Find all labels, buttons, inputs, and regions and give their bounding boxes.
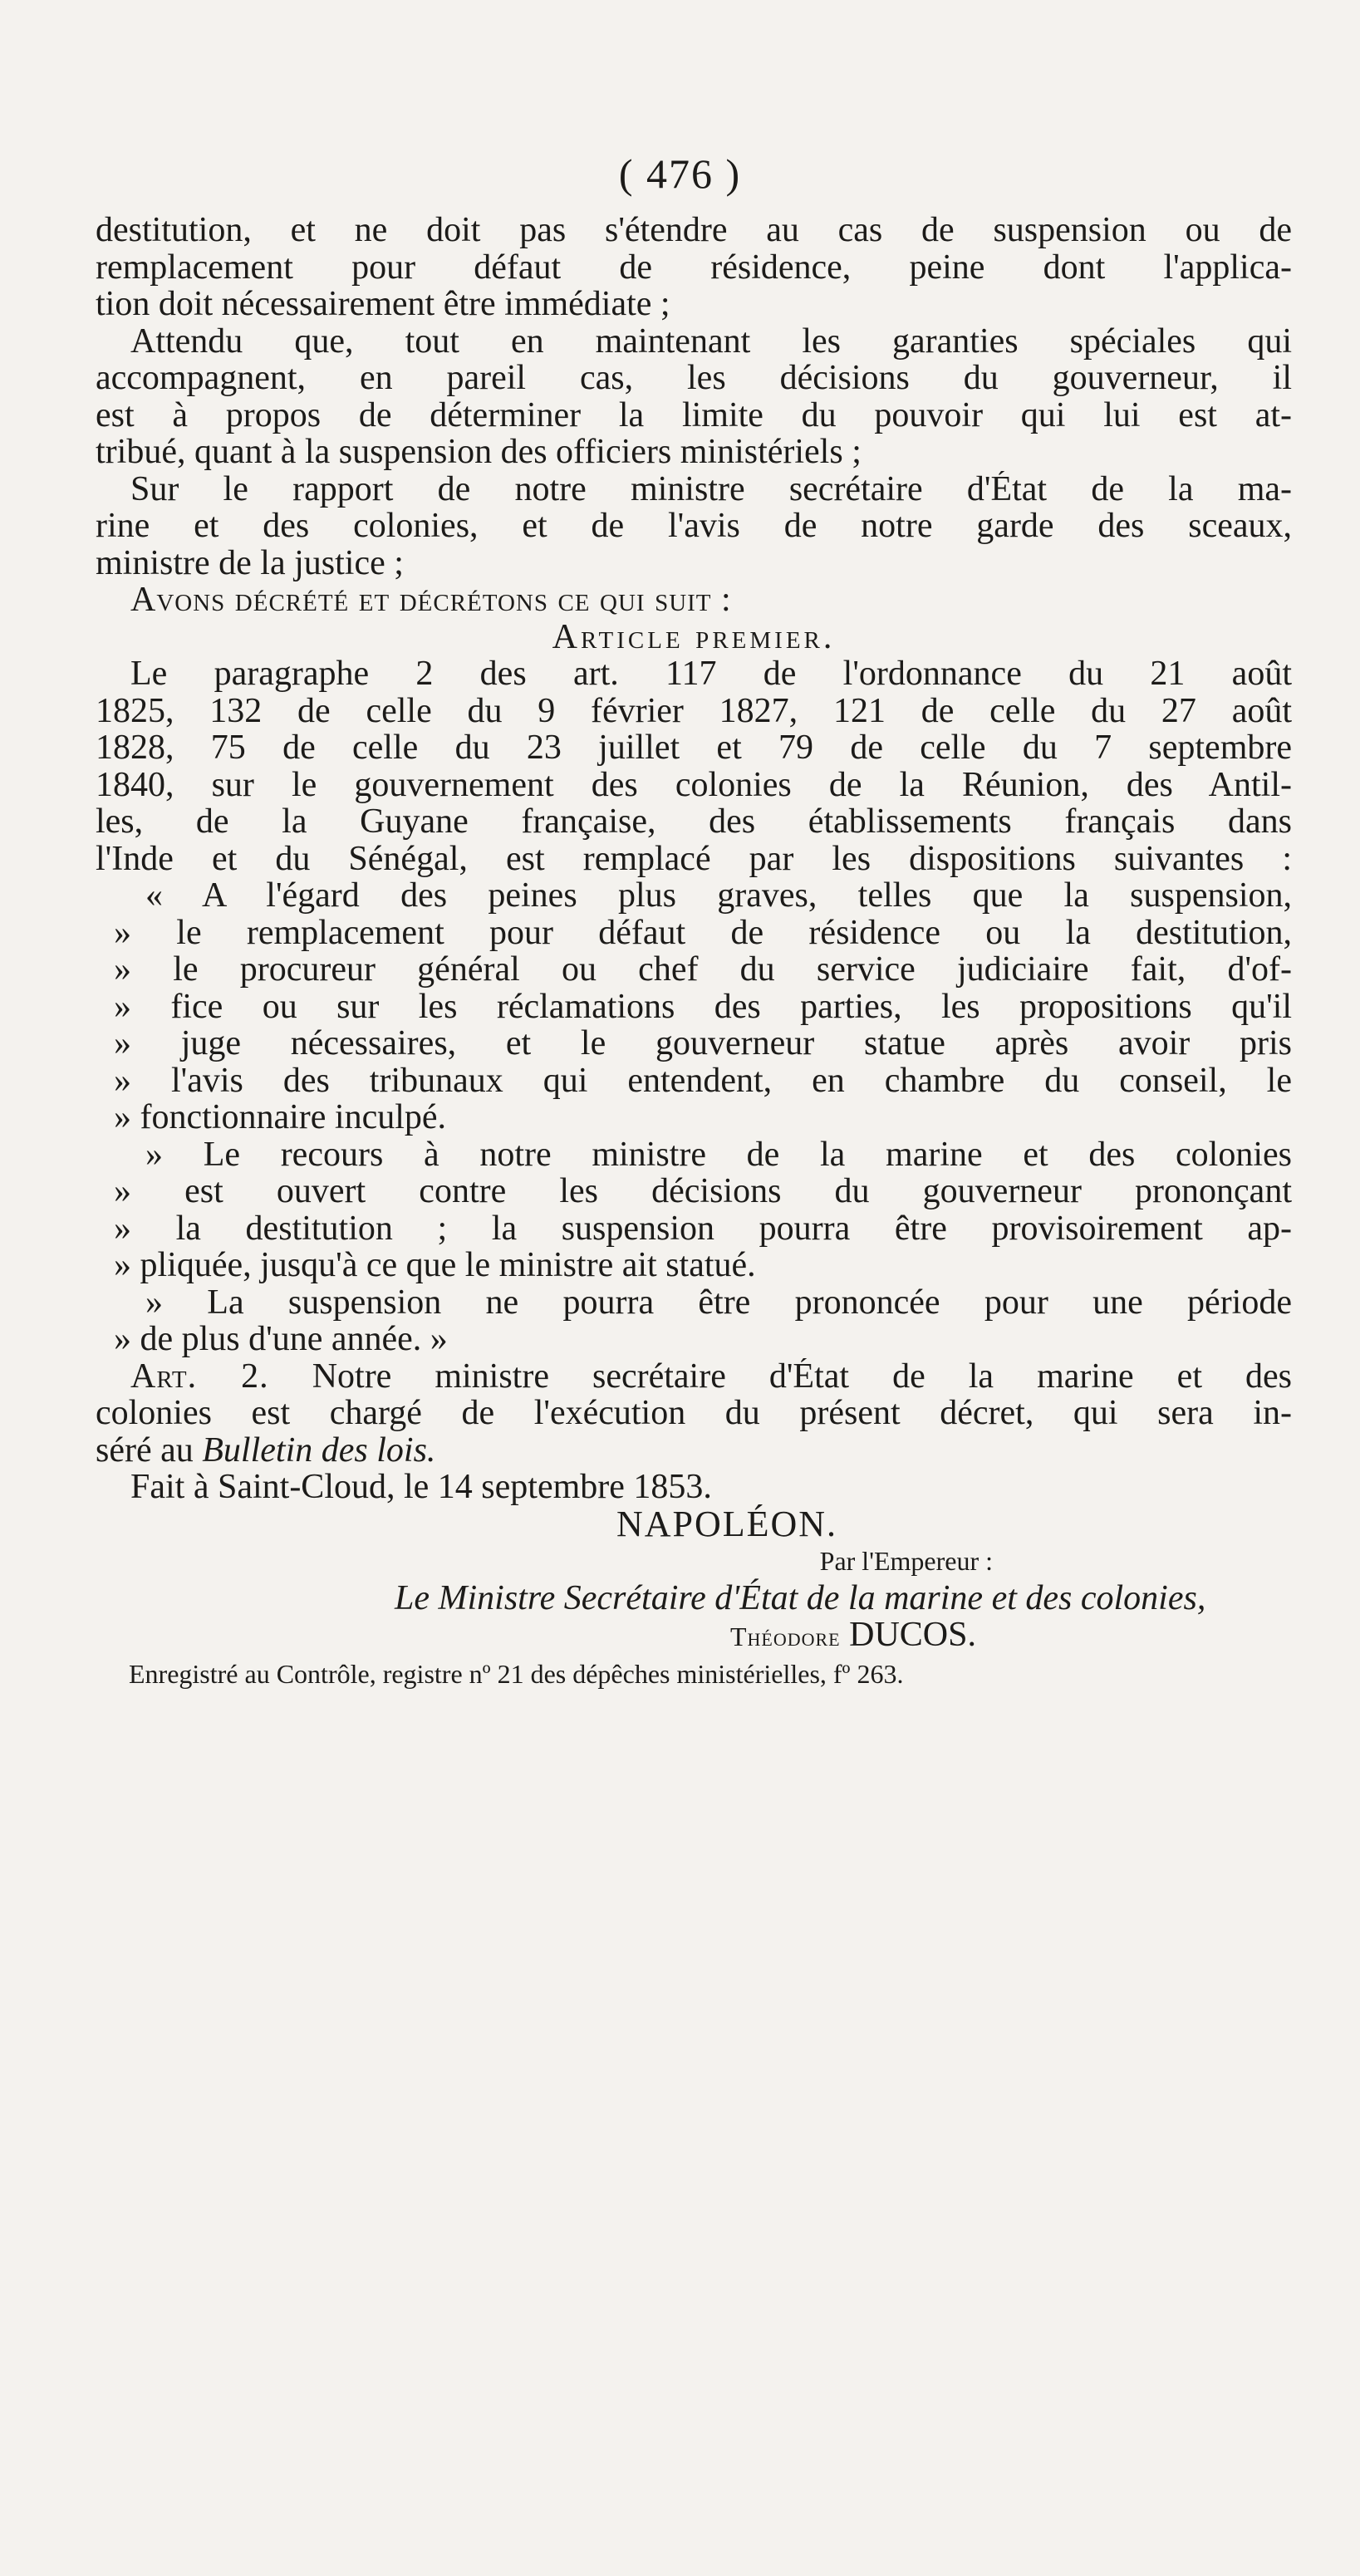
text-line: Avons décrété et décrétons ce qui suit : xyxy=(130,581,732,619)
text-line: » le procureur général ou chef du service judiciaire fait, d'of- xyxy=(114,951,1292,989)
minister-last-name: DUCOS. xyxy=(849,1616,976,1654)
text-line: est à propos de déterminer la limite du pouvoir qui lui est at- xyxy=(96,396,1292,434)
text-line: 1828, 75 de celle du 23 juillet et 79 de celle du 7 septembre xyxy=(96,729,1292,767)
text-line: Le paragraphe 2 des art. 117 de l'ordonnance du 21 août xyxy=(130,655,1292,693)
minister-first-name: Théodore xyxy=(729,1622,841,1651)
text-line: destitution, et ne doit pas s'étendre au cas de suspension ou de xyxy=(96,212,1292,249)
text-line: 1825, 132 de celle du 9 février 1827, 121 de celle du 27 août xyxy=(96,692,1292,729)
page-number: ( 476 ) xyxy=(618,150,742,197)
text-line: » l'avis des tribunaux qui entendent, en chambre du conseil, le xyxy=(114,1062,1292,1099)
text-line: » la destitution ; la suspension pourra être provisoirement ap- xyxy=(114,1209,1292,1247)
text-line: » le remplacement pour défaut de résidence ou la destitution, xyxy=(114,914,1292,951)
text-line: » de plus d'une année. » xyxy=(114,1320,448,1358)
text-line: remplacement pour défaut de résidence, peine dont l'applica- xyxy=(96,248,1292,286)
text-line: tribué, quant à la suspension des officiers ministériels ; xyxy=(96,433,862,471)
text-line: » fice ou sur les réclamations des parties, les propositions qu'il xyxy=(114,988,1292,1025)
text-line: Article premier. xyxy=(552,617,836,656)
article-2-text: Notre ministre secrétaire d'État de la marine et des xyxy=(312,1357,1292,1395)
minister-title: Le Ministre Secrétaire d'État de la marine et des colonies, xyxy=(395,1578,1206,1617)
par-l-empereur: Par l'Empereur : xyxy=(819,1546,993,1576)
text-line: « A l'égard des peines plus graves, telles que la suspension, xyxy=(145,877,1292,915)
text-line: l'Inde et du Sénégal, est remplacé par les dispositions suivantes : xyxy=(96,840,1292,877)
registry-note: Enregistré au Contrôle, registre nº 21 des dépêches ministérielles, fº 263. xyxy=(129,1658,904,1689)
document-body xyxy=(96,212,1292,1692)
article-2-label: Art. 2. xyxy=(130,1357,269,1395)
bulletin-des-lois: Bulletin des lois. xyxy=(202,1430,436,1470)
text-line: » est ouvert contre les décisions du gouverneur prononçant xyxy=(114,1173,1292,1210)
date-line: Fait à Saint-Cloud, le 14 septembre 1853. xyxy=(130,1468,712,1506)
text-line: accompagnent, en pareil cas, les décisions du gouverneur, il xyxy=(96,360,1292,397)
text-line: Sur le rapport de notre ministre secrétaire d'État de la ma- xyxy=(130,470,1292,508)
body-lines xyxy=(96,212,1292,1358)
article-2-line-2: colonies est chargé de l'exécution du présent décret, qui sera in- xyxy=(96,1395,1292,1432)
text-line: » pliquée, jusqu'à ce que le ministre ait statué. xyxy=(114,1246,756,1284)
signature: NAPOLÉON. xyxy=(616,1503,838,1544)
text-line: » Le recours à notre ministre de la marine et des colonies xyxy=(145,1136,1292,1173)
minister-name xyxy=(96,1617,1292,1656)
text-line: Attendu que, tout en maintenant les garanties spéciales qui xyxy=(130,322,1292,360)
text-line: 1840, sur le gouvernement des colonies de la Réunion, des Antil- xyxy=(96,766,1292,803)
text-line: » La suspension ne pourra être prononcée pour une période xyxy=(145,1283,1292,1321)
text-line: tion doit nécessairement être immédiate ; xyxy=(96,285,670,323)
text-line: rine et des colonies, et de l'avis de notre garde des sceaux, xyxy=(96,508,1292,545)
text-line: » juge nécessaires, et le gouverneur statue après avoir pris xyxy=(114,1025,1292,1062)
text-line: les, de la Guyane française, des établissements français dans xyxy=(96,803,1292,841)
text-line: » fonctionnaire inculpé. xyxy=(114,1098,447,1136)
article-2-line-1 xyxy=(96,1358,1292,1396)
text-line: ministre de la justice ; xyxy=(96,543,404,582)
article-2-line-3-pre: séré au xyxy=(96,1430,203,1470)
article-2-line-3 xyxy=(96,1432,1292,1470)
